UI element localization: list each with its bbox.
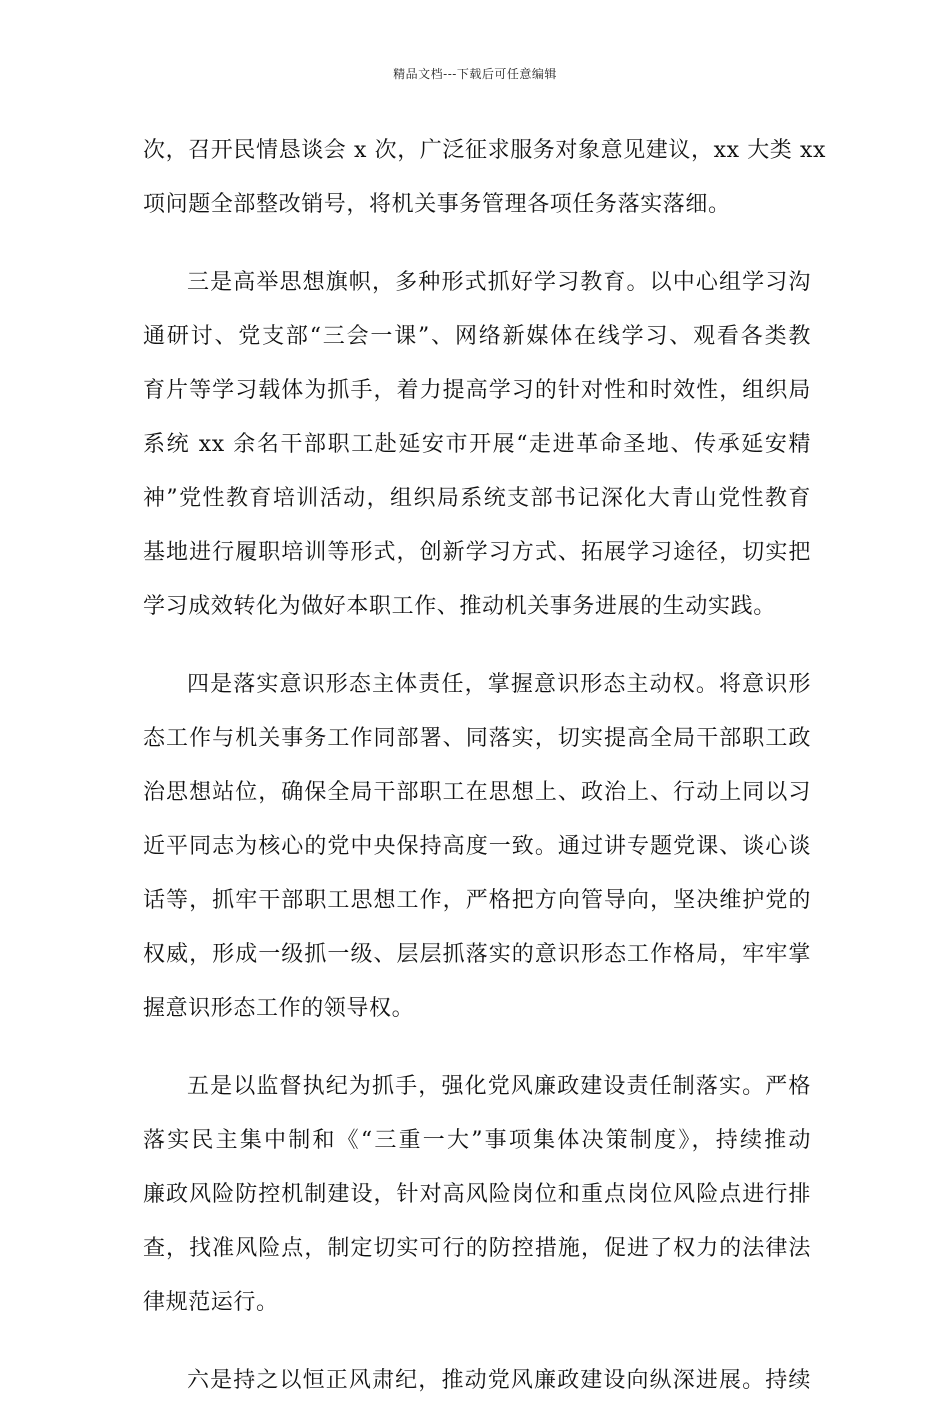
- text-line: 近平同志为核心的党中央保持高度一致。通过讲专题党课、谈心谈: [143, 834, 811, 859]
- text-line: 通研讨、党支部“三会一课”、网络新媒体在线学习、观看各类教: [143, 324, 811, 349]
- page-header: 精品文档---下载后可任意编辑: [393, 67, 557, 81]
- text-line: 态工作与机关事务工作同部署、同落实，切实提高全局干部职工政: [143, 726, 811, 751]
- text-line: 四是落实意识形态主体责任，掌握意识形态主动权。将意识形: [187, 672, 811, 697]
- text-line: 次，召开民情恳谈会 x 次，广泛征求服务对象意见建议，xx 大类 xx: [143, 138, 827, 163]
- text-line: 六是持之以恒正风肃纪，推动党风廉政建设向纵深进展。持续: [187, 1368, 811, 1393]
- text-line: 权威，形成一级抓一级、层层抓落实的意识形态工作格局，牢牢掌: [143, 942, 811, 967]
- text-line: 握意识形态工作的领导权。: [143, 996, 415, 1021]
- text-line: 育片等学习载体为抓手，着力提高学习的针对性和时效性，组织局: [143, 378, 811, 403]
- text-line: 查，找准风险点，制定切实可行的防控措施，促进了权力的法律法: [143, 1236, 811, 1261]
- paragraph: [143, 256, 811, 634]
- paragraph: [143, 658, 811, 1036]
- text-line: 三是高举思想旗帜，多种形式抓好学习教育。以中心组学习沟: [187, 270, 811, 295]
- text-line: 落实民主集中制和《“三重一大”事项集体决策制度》，持续推动: [143, 1128, 811, 1153]
- text-line: 廉政风险防控机制建设，针对高风险岗位和重点岗位风险点进行排: [143, 1182, 811, 1207]
- text-line: 律规范运行。: [143, 1290, 279, 1315]
- text-line: 基地进行履职培训等形式，创新学习方式、拓展学习途径，切实把: [143, 540, 811, 565]
- text-line: 神”党性教育培训活动，组织局系统支部书记深化大青山党性教育: [143, 486, 811, 511]
- text-line: 治思想站位，确保全局干部职工在思想上、政治上、行动上同以习: [143, 780, 811, 805]
- paragraph: [143, 1060, 811, 1330]
- text-line: 学习成效转化为做好本职工作、推动机关事务进展的生动实践。: [143, 594, 776, 619]
- paragraph: [143, 1354, 811, 1408]
- document-body: [143, 124, 827, 1408]
- text-line: 话等，抓牢干部职工思想工作，严格把方向管导向，坚决维护党的: [143, 888, 811, 913]
- text-line: 项问题全部整改销号，将机关事务管理各项任务落实落细。: [143, 192, 731, 217]
- text-line: 五是以监督执纪为抓手，强化党风廉政建设责任制落实。严格: [187, 1074, 811, 1099]
- text-line: 系统 xx 余名干部职工赴延安市开展“走进革命圣地、传承延安精: [143, 432, 811, 457]
- paragraph: [143, 124, 827, 232]
